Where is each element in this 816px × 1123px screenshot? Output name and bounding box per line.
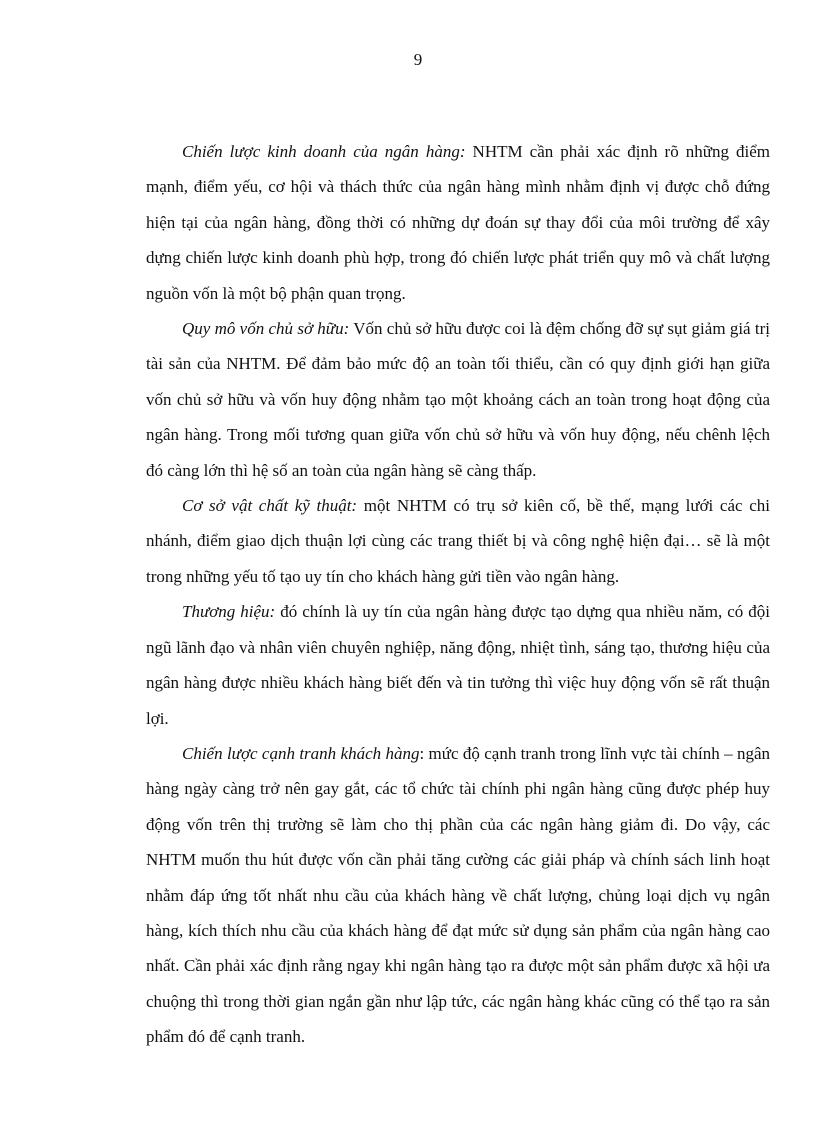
paragraph-text: đó chính là uy tín của ngân hàng được tạo dựng qua nhiều năm, có đội ngũ lãnh đạo và nhân viên chuyên nghiệp, năng động, nhiệt tình, sáng tạo, thương hiệu của ngân hàng được nhiều khách hàng biết đến và tin tưởng thì việc huy động vốn sẽ rất thuận lợi. [146,602,770,728]
paragraph-text: Vốn chủ sở hữu được coi là đệm chống đỡ sự sụt giảm giá trị tài sản của NHTM. Để đảm bảo mức độ an toàn tối thiểu, cần có quy định giới hạn giữa vốn chủ sở hữu và vốn huy động nhằm tạo một khoảng cách an toàn trong hoạt động của ngân hàng. Trong mối tương quan giữa vốn chủ sở hữu và vốn huy động, nếu chênh lệch đó càng lớn thì hệ số an toàn của ngân hàng sẽ càng thấp. [146,319,770,480]
document-body [146,134,770,1055]
paragraph-text: NHTM cần phải xác định rõ những điểm mạnh, điểm yếu, cơ hội và thách thức của ngân hàng mình nhằm định vị được chỗ đứng hiện tại của ngân hàng, đồng thời có những dự đoán sự thay đổi của môi trường để xây dựng chiến lược kinh doanh phù hợp, trong đó chiến lược phát triển quy mô và chất lượng nguồn vốn là một bộ phận quan trọng. [146,142,770,303]
paragraph-heading: Cơ sở vật chất kỹ thuật: [182,496,358,516]
paragraph-infrastructure [146,488,770,594]
paragraph-text: : mức độ cạnh tranh trong lĩnh vực tài chính – ngân hàng ngày càng trở nên gay gắt, các tổ chức tài chính phi ngân hàng cũng được phép huy động vốn trên thị trường sẽ làm cho thị phần của các ngân hàng giảm đi. Do vậy, các NHTM muốn thu hút được vốn cần phải tăng cường các giải pháp và chính sách linh hoạt nhằm đáp ứng tốt nhất nhu cầu của khách hàng về chất lượng, chủng loại dịch vụ ngân hàng, kích thích nhu cầu của khách hàng để đạt mức sử dụng sản phẩm của ngân hàng cao nhất. Cần phải xác định rằng ngay khi ngân hàng tạo ra được một sản phẩm được xã hội ưa chuộng thì trong thời gian ngắn gần như lập tức, các ngân hàng khác cũng có thể tạo ra sản phẩm đó để cạnh tranh. [146,743,770,1047]
page-number: 9 [413,50,423,69]
paragraph-heading: Quy mô vốn chủ sở hữu: [182,319,350,339]
paragraph-brand [146,594,770,736]
paragraph-heading: Chiến lược kinh doanh của ngân hàng: [182,142,466,161]
paragraph-competition-strategy [146,736,770,1055]
paragraph-text: một NHTM có trụ sở kiên cố, bề thế, mạng lưới các chi nhánh, điểm giao dịch thuận lợi cùng các trang thiết bị và công nghệ hiện đại… sẽ là một trong những yếu tố tạo uy tín cho khách hàng gửi tiền vào ngân hàng. [146,496,770,586]
paragraph-heading: Thương hiệu: [182,602,276,622]
paragraph-heading: Chiến lược cạnh tranh khách hàng [182,743,420,763]
paragraph-business-strategy [146,134,770,311]
paragraph-equity-scale [146,311,770,488]
